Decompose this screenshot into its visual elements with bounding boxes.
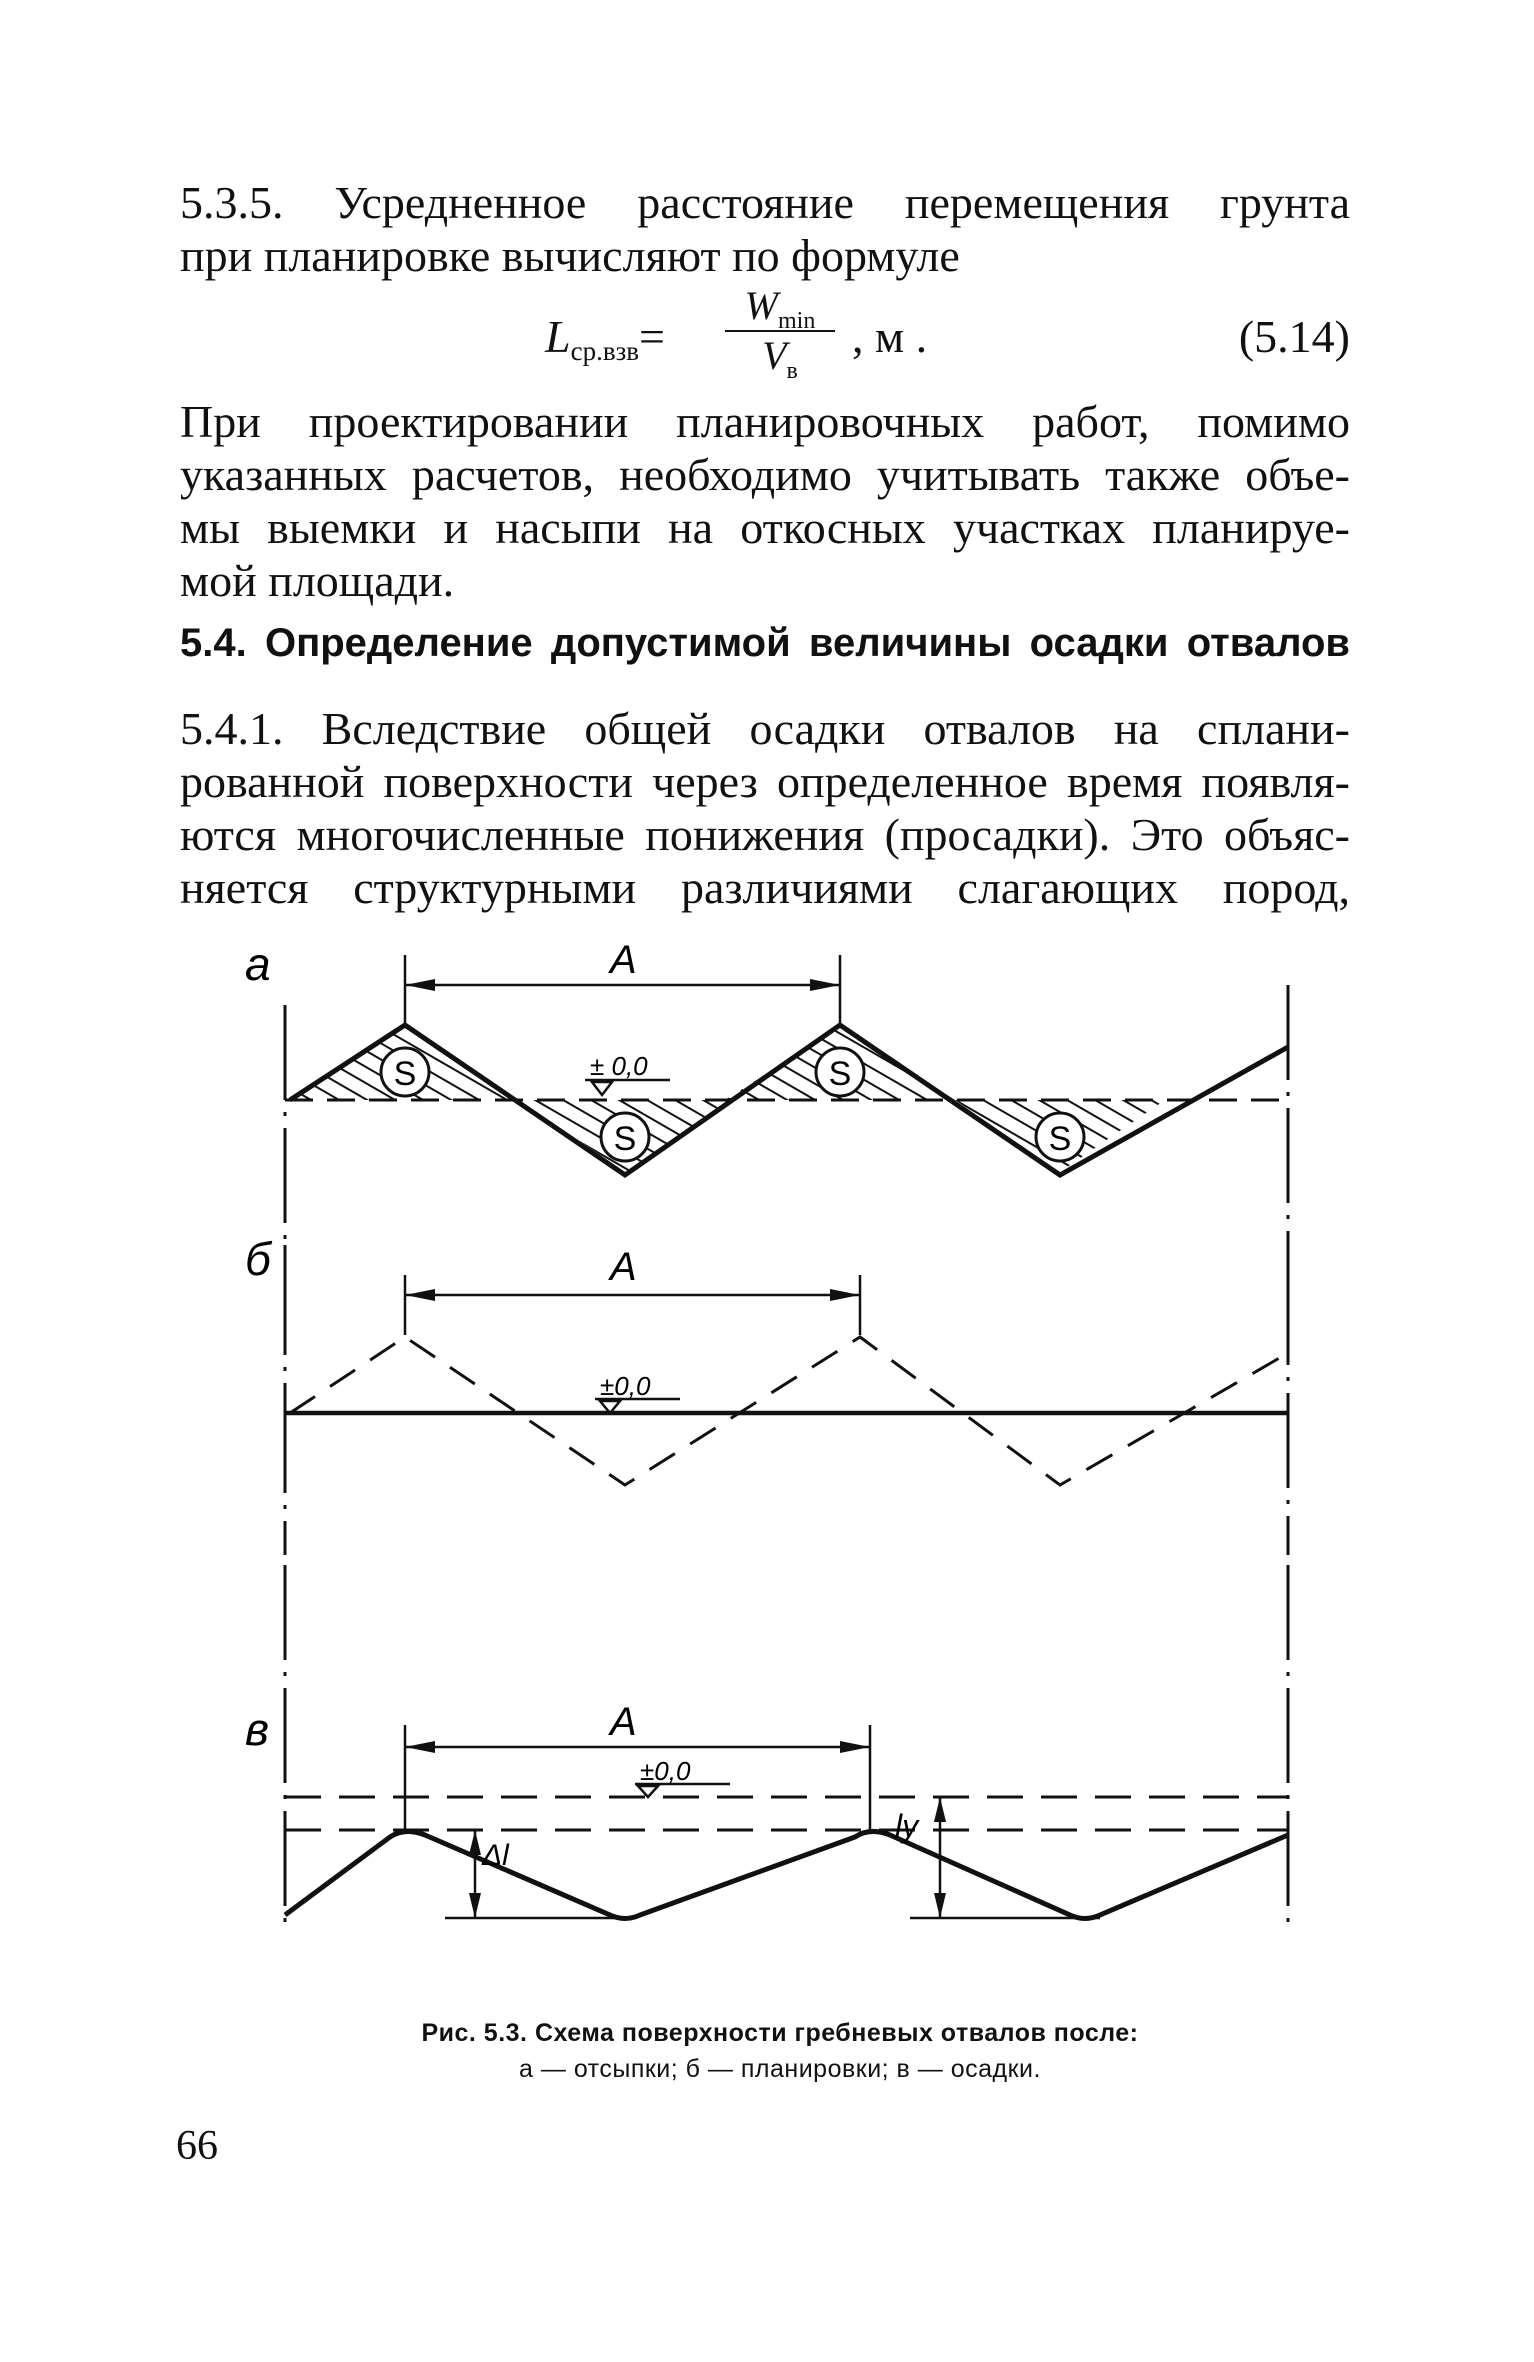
- panel-c-label: в: [245, 1703, 270, 1755]
- text-line: 5.3.5. Усредненное расстояние перемещения грунта: [180, 177, 1350, 228]
- dimension-arrow-right: [810, 979, 840, 991]
- area-marker-label: S: [1048, 1120, 1072, 1158]
- formula-lhs: [545, 310, 665, 367]
- equation-number: (5.14): [1238, 311, 1350, 362]
- caption-legend: а — отсыпки; б — планировки; в — осадки.: [519, 2055, 1041, 2083]
- text-line: ются многочисленные понижения (просадки). Это объяс-: [180, 809, 1350, 860]
- figure-5-3: [230, 925, 1320, 2015]
- dimension-label: A: [610, 938, 637, 982]
- caption-title: Рис. 5.3. Схема поверхности гребневых отвалов после:: [421, 2019, 1139, 2047]
- dimension-arrow-right: [830, 1289, 860, 1301]
- formula-5-14: [180, 282, 1350, 392]
- dimension-label: A: [610, 1700, 637, 1744]
- delta-arrow-top: [469, 1830, 481, 1855]
- formula-unit: , м .: [852, 311, 928, 362]
- lhs-symbol: L: [545, 311, 571, 362]
- settlement-label: lу: [895, 1808, 919, 1844]
- dimension-arrow-left: [405, 1741, 435, 1753]
- area-marker: [381, 1048, 429, 1096]
- panel-b-label: б: [245, 1233, 271, 1285]
- lhs-subscript: ср.взв: [570, 336, 639, 366]
- panel-c: [245, 1565, 1288, 1925]
- dimension-label: A: [610, 1245, 637, 1289]
- dimension-arrow-right: [840, 1741, 870, 1753]
- settlement-arrow-top: [934, 1797, 946, 1822]
- delta-arrow-bottom: [469, 1893, 481, 1918]
- text-line: При проектировании планировочных работ, помимо: [180, 396, 1350, 447]
- area-marker: [601, 1113, 649, 1161]
- text-line: 5.4.1. Вследствие общей осадки отвалов на сплани-: [180, 703, 1350, 754]
- page-number: 66: [176, 2123, 218, 2169]
- area-marker: [1036, 1113, 1084, 1161]
- paragraph-design: [180, 395, 1350, 607]
- level-marker-label: ± 0,0: [590, 1051, 648, 1081]
- text-line: няется структурными различиями слагающих пород,: [180, 862, 1350, 913]
- level-marker: [595, 1371, 680, 1413]
- panel-b: [245, 1233, 1288, 1555]
- figure-caption: [280, 2015, 1280, 2087]
- level-marker-label: ±0,0: [640, 1756, 691, 1786]
- delta-label: Δl: [482, 1839, 509, 1872]
- section-5-3-5: [180, 176, 1350, 282]
- section-heading-5-4: 5.4. Определение допустимой величины осадки отвалов: [180, 621, 1350, 665]
- denominator-symbol: V: [762, 333, 787, 378]
- level-marker: [585, 1051, 670, 1095]
- text-line: мой площади.: [180, 555, 455, 606]
- text-line: указанных расчетов, необходимо учитывать также объе-: [180, 449, 1350, 500]
- settlement-arrow-bottom: [934, 1893, 946, 1918]
- settled-profile: [285, 1831, 1288, 1918]
- numerator-subscript: min: [777, 308, 816, 334]
- dimension-arrow-left: [405, 1289, 435, 1301]
- panel-a-label: а: [245, 938, 271, 990]
- text-line: мы выемки и насыпи на откосных участках планируе-: [180, 502, 1350, 553]
- section-5-4-1: [180, 702, 1350, 914]
- level-marker: [635, 1756, 730, 1797]
- area-marker: [816, 1048, 864, 1096]
- dimension-arrow-left: [405, 979, 435, 991]
- numerator-symbol: W: [744, 283, 778, 328]
- text-line: рованной поверхности через определенное время появля-: [180, 756, 1350, 807]
- formula-fraction: [725, 282, 835, 385]
- denominator: [725, 332, 835, 385]
- denominator-subscript: в: [786, 358, 798, 384]
- area-marker-label: S: [613, 1120, 637, 1158]
- text-line: при планировке вычисляют по формуле: [180, 230, 960, 281]
- area-marker-label: S: [828, 1055, 852, 1093]
- area-marker-label: S: [393, 1055, 417, 1093]
- level-marker-label: ±0,0: [600, 1371, 651, 1401]
- panel-a: [245, 938, 1288, 1275]
- numerator: [725, 282, 835, 334]
- equals-sign: =: [639, 311, 665, 362]
